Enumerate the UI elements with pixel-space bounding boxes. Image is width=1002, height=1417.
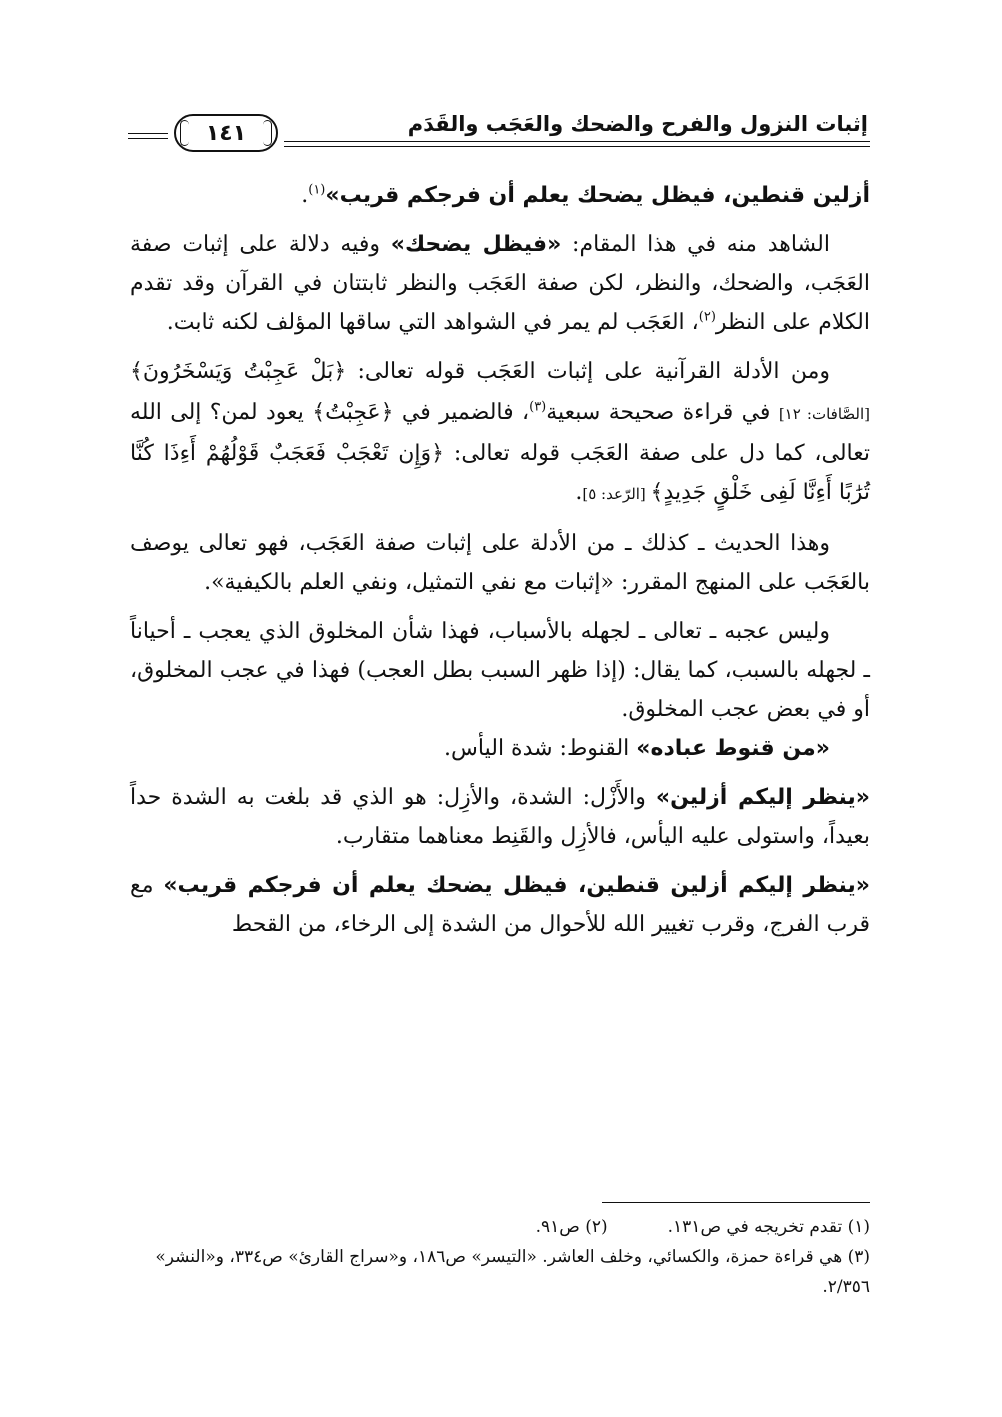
header-rule-left-bottom	[128, 138, 168, 139]
verse-reference: [الصَّافات: ١٢]	[778, 405, 871, 423]
footnote-row	[130, 1212, 870, 1242]
main-text	[130, 176, 870, 954]
paragraph-1	[130, 176, 870, 215]
quoted-phrase: «ينظر إليكم أزلين»	[655, 785, 870, 810]
footnote-ref-3[interactable]: (٣)	[529, 399, 547, 415]
footnotes	[130, 1212, 870, 1302]
page-number: ١٤١	[205, 120, 247, 146]
text-run: ومن الأدلة القرآنية على إثبات العَجَب قوله تعالى:	[346, 359, 830, 384]
paragraph-7	[130, 778, 870, 856]
footnote-2: (٢) ص٩١.	[535, 1217, 608, 1237]
paragraph-5: وليس عجبه ـ تعالى ـ لجهله بالأسباب، فهذا شأن المخلوق الذي يعجب ـ أحياناً ـ لجهله بالسبب، كما يقال: (إذا ظهر السبب بطل العجب) فهذا في عجب المخلوق، أو في بعض عجب المخلوق.	[130, 619, 870, 722]
footnote-ref-2[interactable]: (٢)	[698, 309, 716, 325]
text-run: في قراءة صحيحة سبعية	[546, 400, 779, 425]
text-run: القنوط: شدة اليأس.	[444, 736, 637, 761]
quran-verse: ﴿بَلْ عَجِبْتُ وَيَسْخَرُونَ﴾	[130, 359, 347, 384]
text-run: والأَزْل: الشدة، والأزِل: هو الذي قد بلغت به الشدة حداً بعيداً، واستولى عليه اليأس، فالأزِل والقَنِط معناهما متقارب.	[130, 785, 870, 849]
page-header	[128, 100, 870, 160]
page-number-badge	[174, 114, 278, 152]
footnote-separator	[602, 1202, 870, 1203]
running-title: إثبات النزول والفرح والضحك والعَجَب والقَدَم	[407, 112, 868, 136]
footnote-1: (١) تقدم تخريجه في ص١٣١.	[667, 1217, 870, 1237]
footnote-3: (٣) هي قراءة حمزة، والكسائي، وخلف العاشر. «التيسر» ص١٨٦، و«سراج القارئ» ص٣٣٤، و«النشر» ٢/٣٥٦.	[155, 1247, 870, 1297]
footnote-ref-1[interactable]: (١)	[308, 182, 326, 198]
paragraph-4: وهذا الحديث ـ كذلك ـ من الأدلة على إثبات صفة العَجَب، فهو تعالى يوصف بالعَجَب على المنهج المقرر: «إثبات مع نفي التمثيل، ونفي العلم بالكيفية».	[130, 531, 870, 595]
quoted-phrase: «فيظل يضحك»	[390, 232, 562, 257]
quran-verse: ﴿وَإِن تَعْجَبْ فَعَجَبٌ قَوْلُهُمْ أَءِذَا كُنَّا تُرَٰبًا أَءِنَّا لَفِى خَلْقٍ جَدِيدٍ﴾	[130, 441, 870, 505]
period: .	[575, 480, 583, 505]
hadith-text: أزلين قنطين، فيظل يضحك يعلم أن فرجكم قريب»	[325, 183, 870, 208]
verse-reference: [الرّعد: ٥]	[582, 485, 651, 503]
text-run: يعود لمن؟ إلى الله تعالى، كما دل على صفة العَجَب قوله تعالى:	[130, 400, 870, 466]
text-run: الشاهد منه في هذا المقام:	[561, 232, 830, 257]
paragraph-8	[130, 866, 870, 944]
text-run: ، العَجَب لم يمر في الشواهد التي ساقها المؤلف لكنه ثابت.	[166, 310, 699, 335]
text-run: وفيه دلالة على إثبات صفة العَجَب، والضحك، والنظر، لكن صفة العَجَب والنظر ثابتتان في القرآن وقد تقدم الكلام على النظر	[130, 232, 870, 335]
header-rule-right-top	[284, 141, 870, 142]
paragraph-3	[130, 352, 870, 514]
text-run: مع قرب الفرج، وقرب تغيير الله للأحوال من الشدة إلى الرخاء، من القحط	[130, 873, 870, 937]
text-run: ، فالضمير في	[393, 400, 530, 425]
quoted-phrase: «من قنوط عباده»	[636, 736, 830, 761]
period: .	[301, 183, 309, 208]
quoted-phrase: «ينظر إليكم أزلين قنطين، فيظل يضحك يعلم أن فرجكم قريب»	[163, 873, 870, 898]
paragraph-2	[130, 225, 870, 342]
header-rule-left-top	[128, 133, 168, 134]
quran-word: ﴿عَجِبْتُ﴾	[312, 400, 394, 425]
header-rule-right-bottom	[284, 146, 870, 147]
paragraph-6	[130, 729, 870, 768]
